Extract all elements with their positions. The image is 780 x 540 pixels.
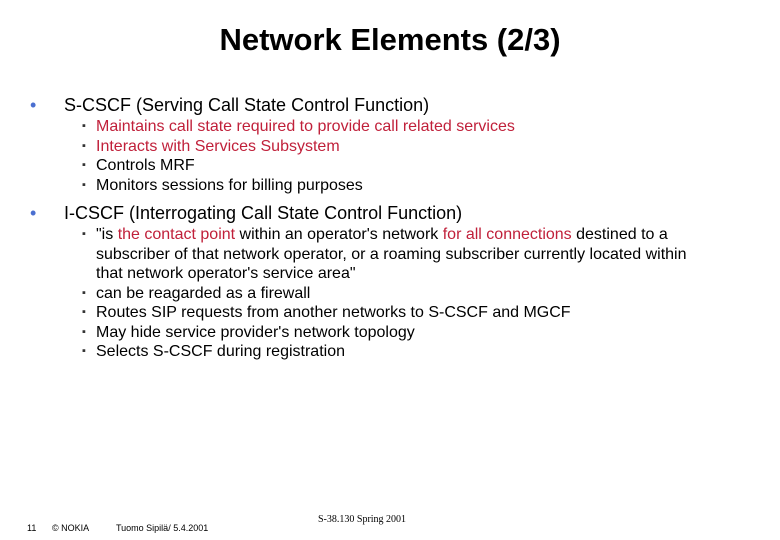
bullet-dot-icon: • — [30, 95, 37, 115]
list-item-text: Routes SIP requests from another networks to S-CSCF and MGCF — [96, 304, 571, 321]
list-item — [82, 176, 750, 196]
section-heading-text: I-CSCF (Interrogating Call State Control Function) — [64, 203, 463, 223]
list-item-text: Selects S-CSCF during registration — [96, 343, 345, 360]
page-number: 11 — [27, 523, 37, 533]
list-item-text: Monitors sessions for billing purposes — [96, 176, 363, 194]
square-bullet-icon: ▪ — [82, 159, 86, 171]
list-item — [82, 156, 750, 176]
company-label: © NOKIA — [52, 523, 90, 533]
list-item — [82, 117, 750, 137]
bullet-list — [30, 117, 750, 195]
author-label: Tuomo Sipilä/ 5.4.2001 — [116, 523, 209, 533]
bullet-dot-icon: • — [30, 203, 37, 223]
list-item-text: Maintains call state required to provide call related services — [96, 118, 515, 135]
square-bullet-icon: ▪ — [82, 178, 86, 191]
quote-highlight: the contact point — [117, 226, 236, 243]
list-item-text: can be reagarded as a firewall — [96, 284, 311, 302]
list-item — [82, 303, 710, 323]
quote-text: within an operator's network — [235, 226, 443, 243]
square-bullet-icon: ▪ — [82, 306, 86, 318]
list-item-text: May hide service provider's network topology — [96, 323, 415, 341]
section-s-cscf — [30, 94, 750, 195]
square-bullet-icon: ▪ — [82, 345, 86, 357]
quote-highlight: for all connections — [442, 226, 572, 243]
section-heading — [30, 202, 750, 224]
square-bullet-icon: ▪ — [82, 286, 86, 299]
list-item — [82, 284, 710, 304]
list-item — [82, 342, 710, 362]
section-heading — [30, 94, 750, 116]
quote-text: destined to a subscriber of that network operator, or a roaming subscriber currently located within that network operator's service area" — [96, 226, 687, 282]
section-heading-text: S-CSCF (Serving Call State Control Function) — [64, 95, 430, 115]
slide-title: Network Elements (2/3) — [219, 22, 561, 57]
square-bullet-icon: ▪ — [82, 325, 86, 338]
square-bullet-icon: ▪ — [82, 228, 86, 240]
list-item — [82, 137, 750, 157]
list-item — [82, 323, 710, 343]
square-bullet-icon: ▪ — [82, 139, 86, 152]
list-item-text: Interacts with Services Subsystem — [96, 137, 340, 155]
quote-text: "is — [96, 226, 118, 243]
list-item-text: Controls MRF — [96, 157, 195, 174]
square-bullet-icon: ▪ — [82, 120, 86, 132]
section-i-cscf — [30, 202, 750, 362]
list-item-quote — [82, 225, 710, 284]
bullet-list — [30, 225, 750, 362]
course-label: S-38.130 Spring 2001 — [318, 514, 407, 525]
